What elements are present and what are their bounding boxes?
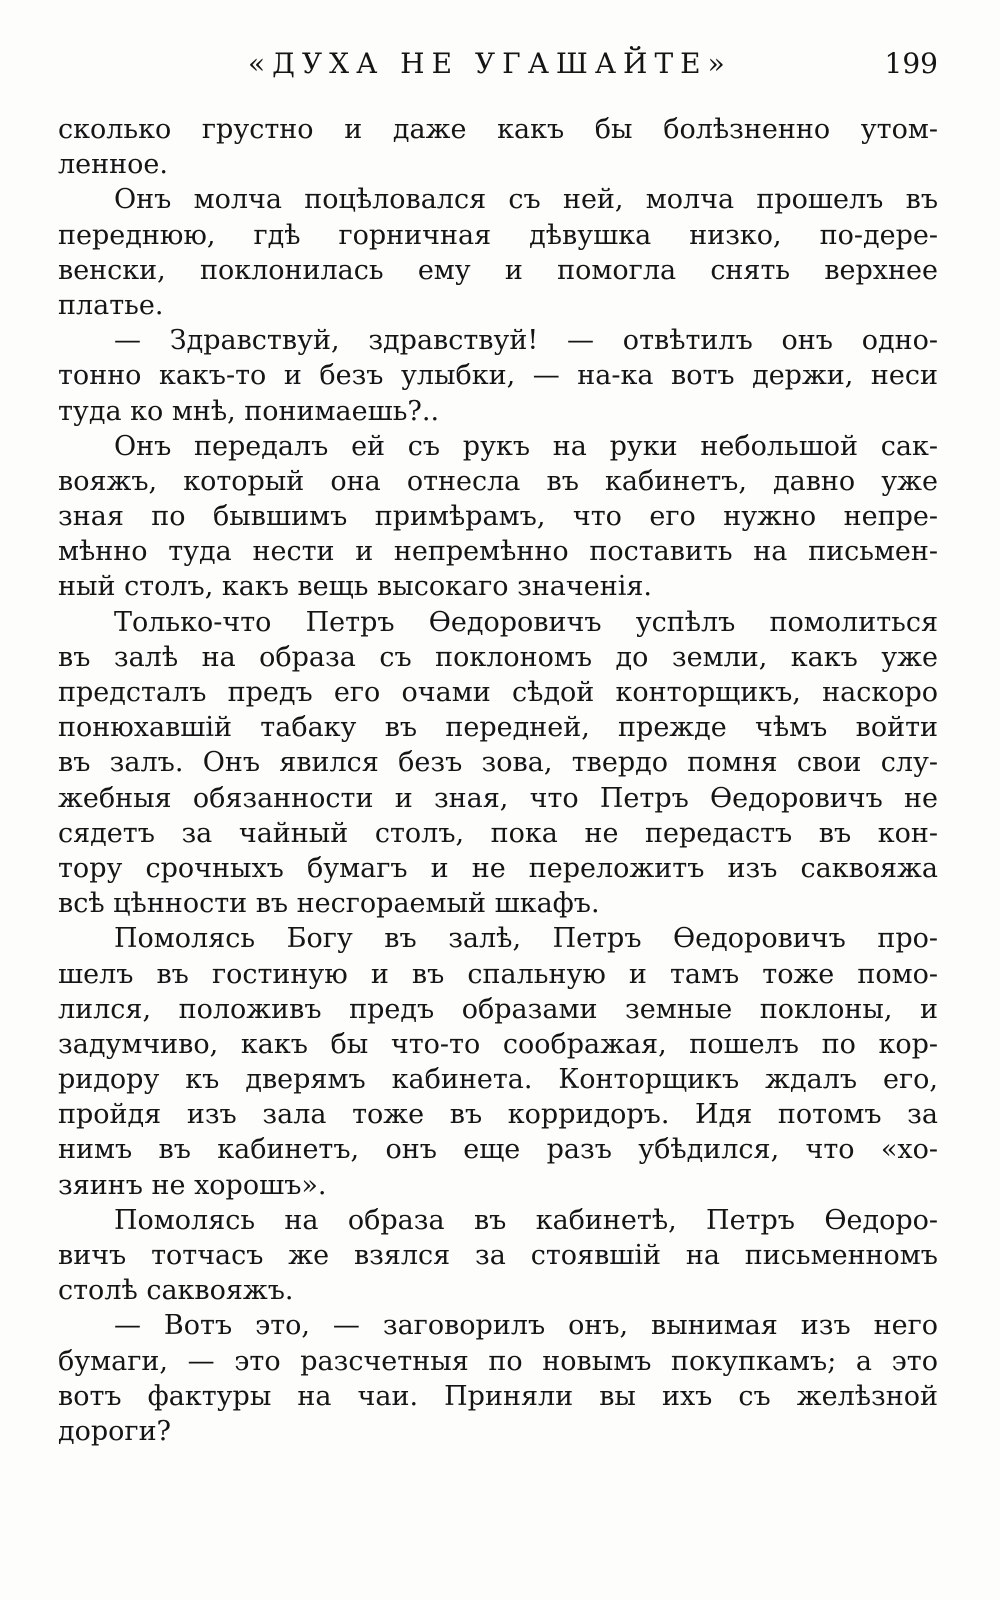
text-line: туда ко мнѣ, понимаешь?.. xyxy=(58,395,440,427)
text-line: зная по бывшимъ примѣрамъ, что его нужно непре- xyxy=(58,501,938,533)
text-line: сколько грустно и даже какъ бы болѣзненно утом- xyxy=(58,114,938,145)
running-head xyxy=(58,44,938,84)
text-line: лился, положивъ предъ образами земные поклоны, и xyxy=(58,993,938,1025)
text-line: тонно какъ-то и безъ улыбки, — на-ка вотъ держи, неси xyxy=(58,360,938,392)
text-line: пройдя изъ зала тоже въ корридоръ. Идя потомъ за xyxy=(58,1099,938,1131)
text-line: — Здравствуй, здравствуй! — отвѣтилъ онъ одно- xyxy=(114,325,938,357)
text-line: ный столъ, какъ вещь высокаго значенія. xyxy=(58,571,652,603)
text-line: жебныя обязанности и зная, что Петръ Ѳедоровичъ не xyxy=(58,782,938,814)
text-line: нимъ въ кабинетъ, онъ еще разъ убѣдился, что «хо- xyxy=(58,1134,938,1166)
text-line: зяинъ не хорошъ». xyxy=(58,1169,327,1201)
text-line: Помолясь Богу въ залѣ, Петръ Ѳедоровичъ про- xyxy=(114,923,938,955)
text-line: Только-что Петръ Ѳедоровичъ успѣлъ помолиться xyxy=(114,606,938,638)
text-line: въ залѣ на образа съ поклономъ до земли, какъ уже xyxy=(58,641,938,673)
text-line: задумчиво, какъ бы что-то соображая, пошелъ по кор- xyxy=(58,1028,938,1060)
text-line: дороги? xyxy=(58,1415,172,1447)
page-number: 199 xyxy=(884,47,938,80)
running-title: «ДУХА НЕ УГАШАЙТЕ» xyxy=(248,47,732,80)
text-line: Помолясь на образа въ кабинетѣ, Петръ Ѳедоро- xyxy=(114,1204,938,1236)
text-line: платье. xyxy=(58,289,164,321)
text-line: ридору къ дверямъ кабинета. Конторщикъ ждалъ его, xyxy=(58,1064,938,1096)
text-line: тору срочныхъ бумагъ и не переложитъ изъ саквояжа xyxy=(58,852,938,884)
text-line: вичъ тотчасъ же взялся за стоявшій на письменномъ xyxy=(58,1240,938,1271)
text-line: вотъ фактуры на чаи. Приняли вы ихъ съ желѣзной xyxy=(58,1380,938,1412)
text-line: Онъ молча поцѣловался съ ней, молча прошелъ въ xyxy=(114,184,938,216)
text-line: — Вотъ это, — заговорилъ онъ, вынимая изъ него xyxy=(114,1310,938,1342)
text-line: венски, поклонилась ему и помогла снять верхнее xyxy=(58,254,938,286)
text-line: Онъ передалъ ей съ рукъ на руки небольшой сак- xyxy=(114,430,938,462)
text-line: понюхавшій табаку въ передней, прежде чѣмъ войти xyxy=(58,712,938,744)
text-line: сядетъ за чайный столъ, пока не передастъ въ кон- xyxy=(58,817,938,849)
text-line: ленное. xyxy=(58,149,168,181)
text-line: шелъ въ гостиную и въ спальную и тамъ тоже помо- xyxy=(58,958,938,990)
body-text xyxy=(58,112,938,1449)
text-line: бумаги, — это разсчетныя по новымъ покупкамъ; а это xyxy=(58,1345,938,1377)
text-line: переднюю, гдѣ горничная дѣвушка низко, по-дере- xyxy=(58,219,938,251)
text-line: въ залъ. Онъ явился безъ зова, твердо помня свои слу- xyxy=(58,747,938,779)
text-line: предсталъ предъ его очами сѣдой конторщикъ, наскоро xyxy=(58,677,938,708)
text-line: мѣнно туда нести и непремѣнно поставить на письмен- xyxy=(58,536,938,568)
text-line: всѣ цѣнности въ несгораемый шкафъ. xyxy=(58,888,600,920)
text-line: вояжъ, который она отнесла въ кабинетъ, давно уже xyxy=(58,465,938,497)
text-line: столѣ саквояжъ. xyxy=(58,1275,294,1307)
